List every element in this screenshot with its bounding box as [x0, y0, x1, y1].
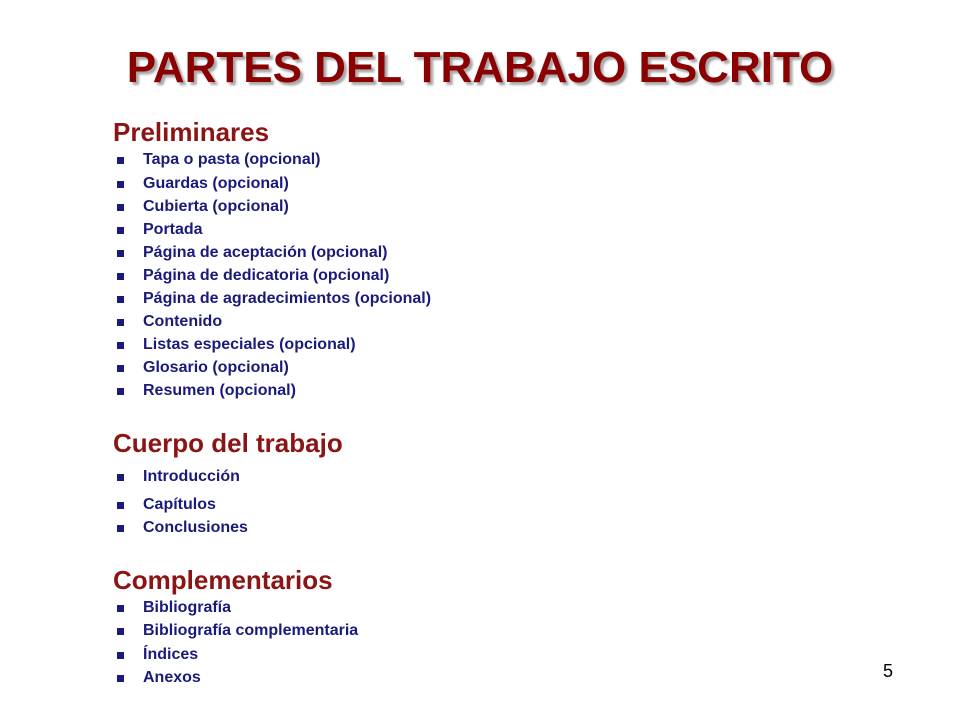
square-bullet-icon	[117, 502, 124, 509]
list-item-label: Índices	[143, 646, 199, 663]
list-item	[117, 173, 289, 195]
list-item	[117, 597, 231, 619]
list-item	[117, 644, 198, 666]
square-bullet-icon	[117, 525, 124, 532]
page-number: 5	[883, 661, 894, 681]
square-bullet-icon	[117, 388, 124, 395]
list-item-label: Conclusiones	[143, 519, 248, 536]
list-item-label: Página de aceptación (opcional)	[143, 244, 388, 261]
list-item	[117, 517, 248, 539]
list-item-label: Anexos	[143, 669, 201, 686]
list-item-label: Tapa o pasta (opcional)	[143, 151, 321, 168]
list-item-label: Introducción	[143, 468, 240, 485]
list-item-label: Cubierta (opcional)	[143, 198, 289, 215]
list-item	[117, 265, 389, 287]
list-item-label: Resumen (opcional)	[143, 382, 296, 399]
list-item-label: Contenido	[143, 313, 223, 330]
section-heading-preliminares: Preliminares	[113, 117, 270, 147]
section-heading-complementarios: Complementarios	[113, 565, 333, 595]
list-item	[117, 380, 296, 402]
list-item	[117, 357, 289, 379]
list-item-label: Bibliografía	[143, 599, 232, 616]
square-bullet-icon	[117, 342, 124, 349]
list-item-label: Bibliografía complementaria	[143, 622, 359, 639]
square-bullet-icon	[117, 250, 124, 257]
list-item	[117, 620, 358, 642]
list-item-label: Página de dedicatoria (opcional)	[143, 267, 390, 284]
list-item	[117, 219, 203, 241]
square-bullet-icon	[117, 605, 124, 612]
list-item-label: Glosario (opcional)	[143, 359, 289, 376]
list-item	[117, 311, 222, 333]
square-bullet-icon	[117, 675, 124, 682]
square-bullet-icon	[117, 204, 124, 211]
square-bullet-icon	[117, 365, 124, 372]
list-item-label: Portada	[143, 221, 203, 238]
square-bullet-icon	[117, 181, 124, 188]
list-item-label: Página de agradecimientos (opcional)	[143, 290, 432, 307]
list-item	[117, 667, 201, 689]
square-bullet-icon	[117, 319, 124, 326]
list-item-label: Capítulos	[143, 496, 216, 513]
square-bullet-icon	[117, 652, 124, 659]
list-item-label: Guardas (opcional)	[143, 175, 289, 192]
square-bullet-icon	[117, 296, 124, 303]
list-item	[117, 466, 240, 488]
list-item	[117, 288, 431, 310]
square-bullet-icon	[117, 273, 124, 280]
list-item	[117, 149, 321, 171]
list-item	[117, 334, 356, 356]
list-item-label: Listas especiales (opcional)	[143, 336, 356, 353]
square-bullet-icon	[117, 227, 124, 234]
square-bullet-icon	[117, 157, 124, 164]
square-bullet-icon	[117, 628, 124, 635]
section-heading-cuerpo: Cuerpo del trabajo	[113, 428, 343, 458]
list-item	[117, 196, 289, 218]
list-item	[117, 242, 388, 264]
slide-title: PARTES DEL TRABAJO ESCRITO	[126, 43, 834, 92]
list-item	[117, 494, 216, 516]
square-bullet-icon	[117, 474, 124, 481]
